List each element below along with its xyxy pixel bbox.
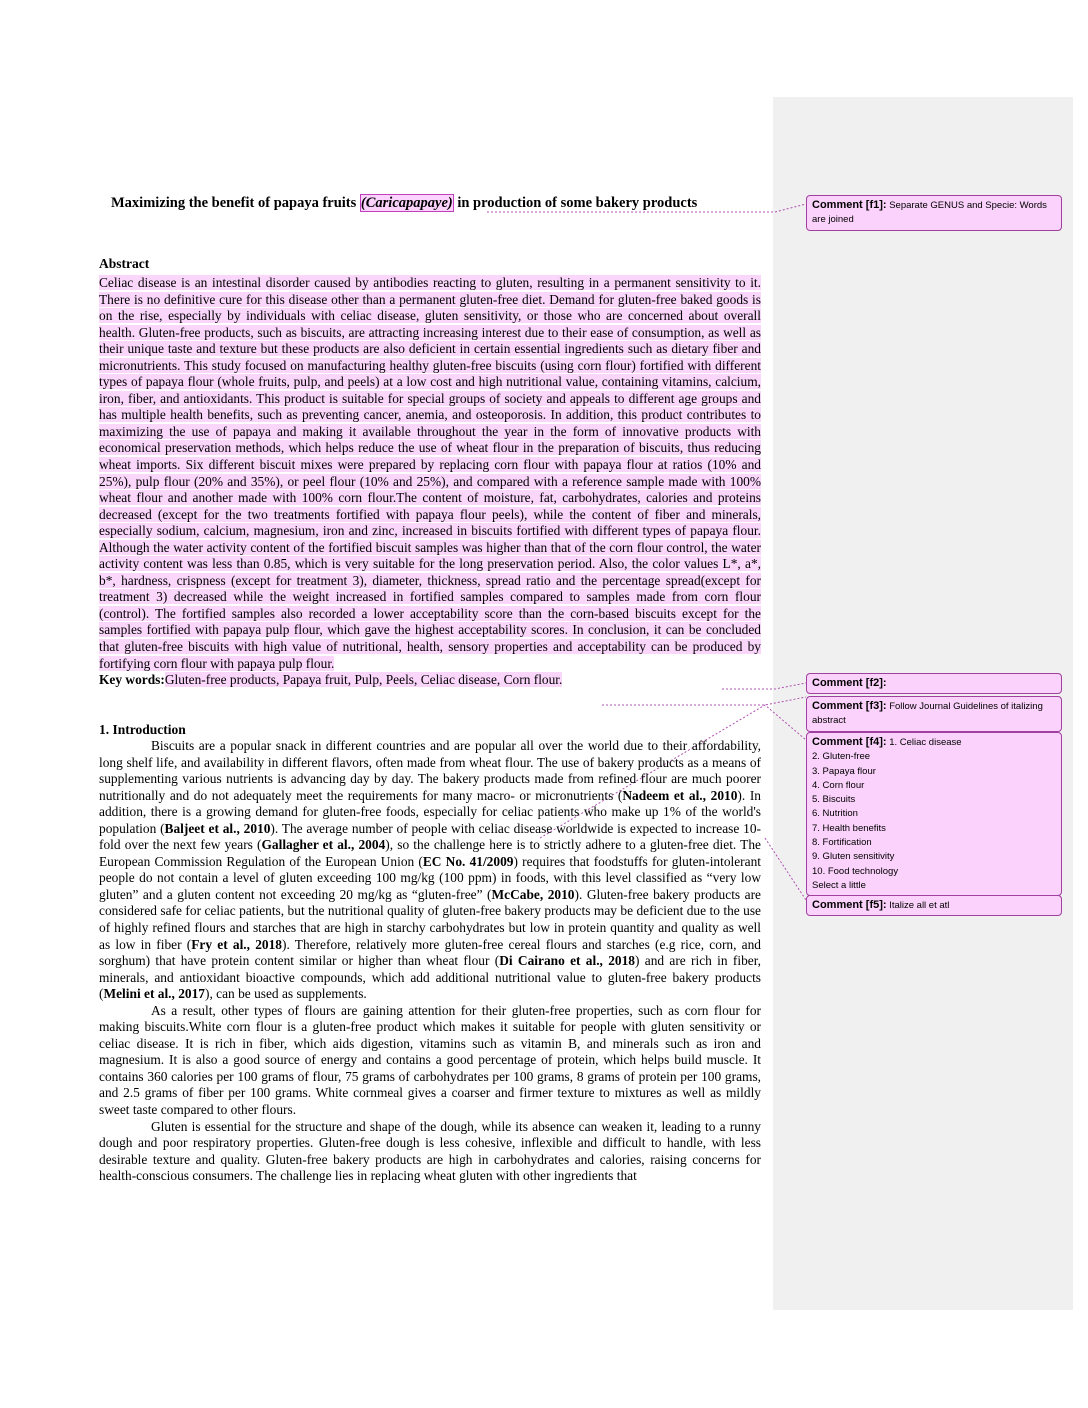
paragraph-text: ) requires that foodstuffs for gluten-intolerant people do not contain a level of gluten exceeding 100 mg/kg (100 ppm) in foods, with this level classified as “very low gluten” and a gluten content not exceeding 20 mg/kg as “gluten-free” ( bbox=[99, 853, 762, 902]
title-text: Maximizing the benefit of papaya fruits bbox=[111, 195, 360, 211]
abstract-heading: Abstract bbox=[99, 256, 150, 271]
comment-text: Separate GENUS and Specie: Words are joined bbox=[812, 200, 1047, 226]
paragraph-text: ), can be used as supplements. bbox=[205, 986, 367, 1002]
comment-line: 9. Gluten sensitivity bbox=[812, 851, 895, 863]
citation: Gallagher et al., 2004 bbox=[261, 837, 386, 853]
citation: Di Cairano et al., 2018 bbox=[499, 953, 635, 969]
comment-line: 10. Food technology bbox=[812, 865, 899, 877]
comment-line: 6. Nutrition bbox=[812, 808, 858, 820]
paragraph-text: ), so the challenge here is to strictly adhere to a gluten-free diet. The European Commission Regulation of the European Union ( bbox=[99, 837, 761, 869]
intro-paragraph bbox=[99, 1119, 761, 1185]
abstract-body bbox=[99, 275, 761, 689]
abstract-text: Celiac disease is an intestinal disorder caused by antibodies reacting to gluten, resulting in a permanent sensitivity to it. There is no definitive cure for this disease other than a permanent gluten-free diet. Demand for gluten-free baked goods is on the rise, especially by individuals with celiac disease, gluten sensitivity, or those who are concerned about overall health. Gluten-free products, such as biscuits, are attracting increasing interest due to their ease of consumption, as well as their unique taste and texture but these products are also deficient in certain essential ingredients such as dietary fiber and micronutrients. This study focused on manufacturing healthy gluten-free biscuits (using corn flour) fortified with different types of papaya flour (whole fruits, pulp, and peels) at a low cost and high nutritional value, containing vitamins, calcium, iron, fiber, and antioxidants. This product is suitable for special groups of society and appeals to different age groups and has multiple health benefits, such as preventing cancer, anemia, and osteoporosis. In addition, this product contributes to maximizing the use of papaya and making it available throughout the year in the form of innovative products with economical preservation methods, which helps reduce the use of wheat flour in the preparation of biscuits, thus reducing wheat imports. Six different biscuit mixes were prepared by replacing corn flour with papaya flour at ratios (10% and 25%), pulp flour (20% and 35%), or peel flour (10% and 25%), and compared with a reference sample made with 100% wheat flour and another made with 100% corn flour.The content of moisture, fat, carbohydrates, calories and proteins decreased (except for the two treatments fortified with papaya flour peels), while the content of fiber and minerals, especially sodium, calcium, magnesium, iron and zinc, increased in biscuits fortified with different types of papaya flour. Although the water activity content of the fortified biscuit samples was higher than that of the corn flour control, the water activity content was less than 0.85, which is very suitable for the long preservation period. Also, the color values L*, a*, b*, hardness, crispness (except for treatment 3), diameter, thickness, spread ratio and the percentage spread(except for treatment 3) decreased while the weight increased in fortified samples compared to samples made from corn flour (control). The fortified samples also recorded a lower acceptability score than the corn-based biscuits except for the samples fortified with papaya pulp flour, which gave the highest acceptability scores. In conclusion, it can be concluded that gluten-free biscuits with high value of nutritional, health, sensory properties and acceptability can be produced by fortifying corn flour with papaya pulp flour. bbox=[99, 275, 761, 671]
comment-f2[interactable] bbox=[806, 673, 1062, 694]
citation: Fry et al., 2018 bbox=[191, 936, 282, 952]
comment-line: 5. Biscuits bbox=[812, 794, 856, 806]
paragraph-text: Biscuits are a popular snack in different countries and are popular all over the world due to their affordability, long shelf life, and availability in different flavors, often made from wheat flour. The use of bakery products as a means of supplementing various nutrients is advancing day by day. The bakery products made from refined flour are much poorer nutritionally and do not adequately meet the requirements for many macro- or micronutrients ( bbox=[99, 738, 761, 803]
paragraph-text: As a result, other types of flours are gaining attention for their gluten-free properties, such as corn flour for making biscuits.White corn flour is a gluten-free product which makes it suitable for people with gluten sensitivity or celiac disease. It is rich in fiber, which aids digestion, vitamins such as vitamin B, and minerals such as iron and magnesium. It is also a good source of energy and contains a good percentage of protein, which helps build muscle. It contains 360 calories per 100 grams of flour, 75 grams of carbohydrates per 100 grams, 8 grams of protein per 100 grams, and 2.5 grams of fiber per 100 grams. White cornmeal gives a coarser and firmer texture to mixtures as well as mildly sweet taste compared to other flours. bbox=[99, 1002, 761, 1118]
comment-line: 8. Fortification bbox=[812, 837, 872, 849]
comment-f4[interactable] bbox=[806, 732, 1062, 896]
intro-paragraph bbox=[99, 738, 761, 1003]
comment-f5[interactable] bbox=[806, 895, 1062, 916]
comment-line: Select a little bbox=[812, 879, 866, 891]
comment-label: Comment [f3]: bbox=[812, 700, 887, 712]
citation: Nadeem et al., 2010 bbox=[622, 787, 738, 803]
comment-line: 7. Health benefits bbox=[812, 822, 886, 834]
paragraph-text: Gluten is essential for the structure and shape of the dough, while its absence can weaken it, leading to a runny dough and poor respiratory properties. Gluten-free dough is less cohesive, inflexible and difficult to handle, with less desirable texture and quality. Gluten-free bakery products are high in carbohydrates and calories, raising concerns for health-conscious consumers. The challenge lies in replacing wheat gluten with other ingredients that bbox=[99, 1118, 761, 1184]
title-text-end: in production of some bakery products bbox=[453, 195, 698, 211]
keywords-text: Gluten-free products, Papaya fruit, Pulp, Peels, Celiac disease, Corn flour. bbox=[164, 672, 563, 688]
paragraph-text: ). In addition, there is a growing demand for gluten-free foods, especially for celiac patients who make up 1% of the world's population ( bbox=[99, 787, 761, 836]
paper-title bbox=[111, 195, 697, 212]
comment-f1[interactable] bbox=[806, 195, 1062, 231]
comment-text: 1. Celiac disease bbox=[889, 737, 962, 748]
citation: EC No. 41/2009 bbox=[422, 853, 514, 869]
comment-line: 2. Gluten-free bbox=[812, 751, 871, 763]
intro-paragraph bbox=[99, 1003, 761, 1119]
keywords-label: Key words: bbox=[99, 672, 165, 688]
paragraph-text: ) and are rich in fiber, minerals, and antioxidant bioactive compounds, which add additional nutritional value to gluten-free bakery products ( bbox=[99, 953, 761, 1002]
paragraph-text: ). The average number of people with celiac disease worldwide is expected to increase 10-fold over the next few years ( bbox=[99, 820, 761, 853]
comment-label: Comment [f2]: bbox=[812, 677, 887, 689]
comment-line: 4. Corn flour bbox=[812, 779, 865, 791]
comment-f3[interactable] bbox=[806, 696, 1062, 732]
citation: Baljeet et al., 2010 bbox=[164, 820, 271, 836]
comment-text: Italize all et atl bbox=[889, 900, 950, 911]
comment-label: Comment [f4]: bbox=[812, 736, 887, 748]
comment-text: Follow Journal Guidelines of italizing abstract bbox=[812, 701, 1043, 727]
citation: Melini et al., 2017 bbox=[103, 986, 205, 1002]
citation: McCabe, 2010 bbox=[491, 886, 575, 902]
paragraph-text: ). Therefore, relatively more gluten-free cereal flours and starches (e.g rice, corn, and sorghum) that have protein content similar or higher than wheat flour ( bbox=[99, 936, 761, 969]
paragraph-text: ). Gluten-free bakery products are considered safe for celiac patients, but the nutritional quality of gluten-free bakery products may be deficient due to the use of highly refined flours and starches that are high in starchy carbohydrates but low in protein quantity and quality as well as low in fiber ( bbox=[99, 886, 761, 952]
introduction-body bbox=[99, 738, 761, 1185]
species-name[interactable]: (Caricapapaye) bbox=[360, 195, 453, 211]
introduction-heading: 1. Introduction bbox=[99, 722, 186, 737]
comment-label: Comment [f5]: bbox=[812, 899, 887, 911]
comment-label: Comment [f1]: bbox=[812, 199, 887, 211]
comment-line: 3. Papaya flour bbox=[812, 765, 876, 777]
